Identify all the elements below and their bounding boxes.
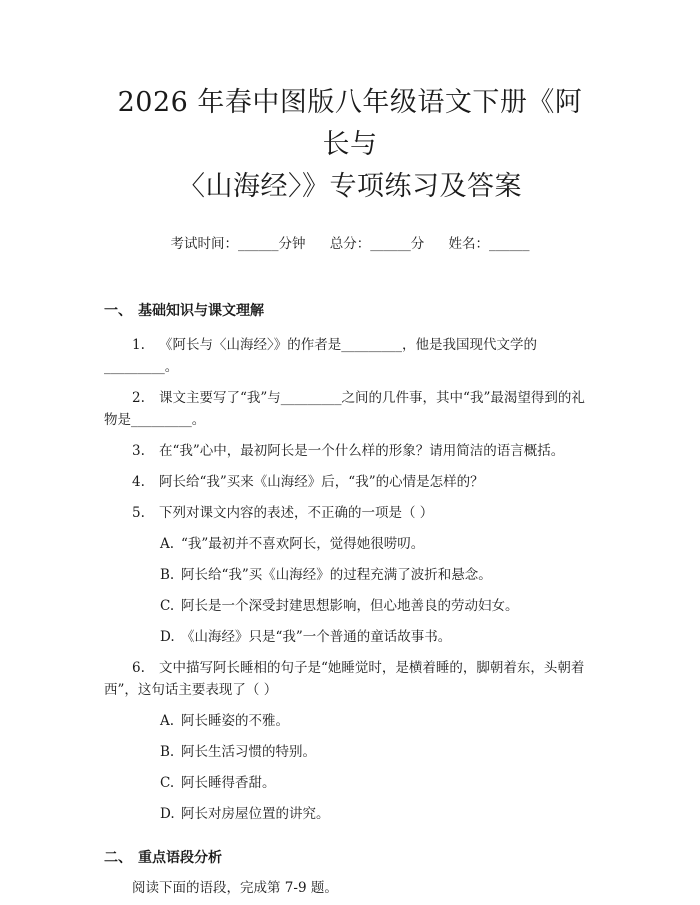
- question-number: 6.: [132, 660, 145, 676]
- question-4: [104, 471, 596, 493]
- section-title: 基础知识与课文理解: [138, 303, 264, 319]
- question-3: [104, 440, 596, 462]
- option-letter: B.: [160, 744, 175, 760]
- title-line-1: 2026 年春中图版八年级语文下册《阿长与: [117, 87, 583, 160]
- option-text: 阿长对房屋位置的讲究。: [181, 806, 330, 822]
- q5-option-a: [104, 533, 596, 555]
- option-letter: B.: [160, 567, 175, 583]
- option-letter: A.: [160, 713, 175, 729]
- question-2: [104, 387, 596, 431]
- q6-option-d: [104, 803, 596, 825]
- q6-option-c: [104, 772, 596, 794]
- question-number: 5.: [132, 505, 145, 521]
- option-text: 阿长给“我”买《山海经》的过程充满了波折和悬念。: [181, 567, 492, 583]
- option-letter: D.: [160, 806, 175, 822]
- question-text: 在“我”心中，最初阿长是一个什么样的形象？请用简洁的语言概括。: [159, 443, 565, 459]
- q5-option-b: [104, 564, 596, 586]
- question-number: 3.: [132, 443, 145, 459]
- option-letter: D.: [160, 629, 175, 645]
- q6-option-b: [104, 741, 596, 763]
- option-text: 阿长生活习惯的特别。: [181, 744, 316, 760]
- q5-option-c: [104, 595, 596, 617]
- question-5: [104, 502, 596, 524]
- option-letter: C.: [160, 598, 175, 614]
- exam-time: 考试时间：______分钟: [170, 236, 306, 252]
- q5-option-d: [104, 626, 596, 648]
- section-heading-1: [104, 300, 596, 320]
- option-text: 阿长睡姿的不雅。: [181, 713, 289, 729]
- question-6: [104, 657, 596, 701]
- question-number: 1.: [132, 337, 145, 353]
- section-heading-2: [104, 847, 596, 867]
- q6-option-a: [104, 710, 596, 732]
- title-line-2: 〈山海经〉》专项练习及答案: [178, 171, 522, 202]
- option-text: 《山海经》只是“我”一个普通的童话故事书。: [181, 629, 452, 645]
- reading-instruction: 阅读下面的语段，完成第 7-9 题。: [132, 880, 338, 896]
- option-text: “我”最初并不喜欢阿长，觉得她很唠叨。: [181, 536, 425, 552]
- section-number: 二、: [104, 850, 132, 866]
- option-text: 阿长是一个深受封建思想影响，但心地善良的劳动妇女。: [181, 598, 519, 614]
- question-text: 课文主要写了“我”与_________之间的几件事，其中“我”最渴望得到的礼物是_________。: [104, 390, 585, 428]
- question-text: 《阿长与〈山海经〉》的作者是_________，他是我国现代文学的_________。: [104, 337, 537, 375]
- question-number: 2.: [132, 390, 145, 406]
- question-text: 下列对课文内容的表述，不正确的一项是（ ）: [159, 505, 434, 521]
- exam-name: 姓名：______: [448, 236, 530, 252]
- option-text: 阿长睡得香甜。: [181, 775, 276, 791]
- section-number: 一、: [104, 303, 132, 319]
- document-title: [104, 0, 596, 208]
- exam-score: 总分：______分: [329, 236, 425, 252]
- question-text: 阿长给“我”买来《山海经》后，“我”的心情是怎样的？: [159, 474, 484, 490]
- question-number: 4.: [132, 474, 145, 490]
- option-letter: C.: [160, 775, 175, 791]
- option-letter: A.: [160, 536, 175, 552]
- question-1: [104, 334, 596, 378]
- exam-info: [104, 232, 596, 252]
- section-title: 重点语段分析: [138, 850, 222, 866]
- question-text: 文中描写阿长睡相的句子是“她睡觉时，是横着睡的，脚朝着东，头朝着西”，这句话主要表现了（ ）: [104, 660, 585, 698]
